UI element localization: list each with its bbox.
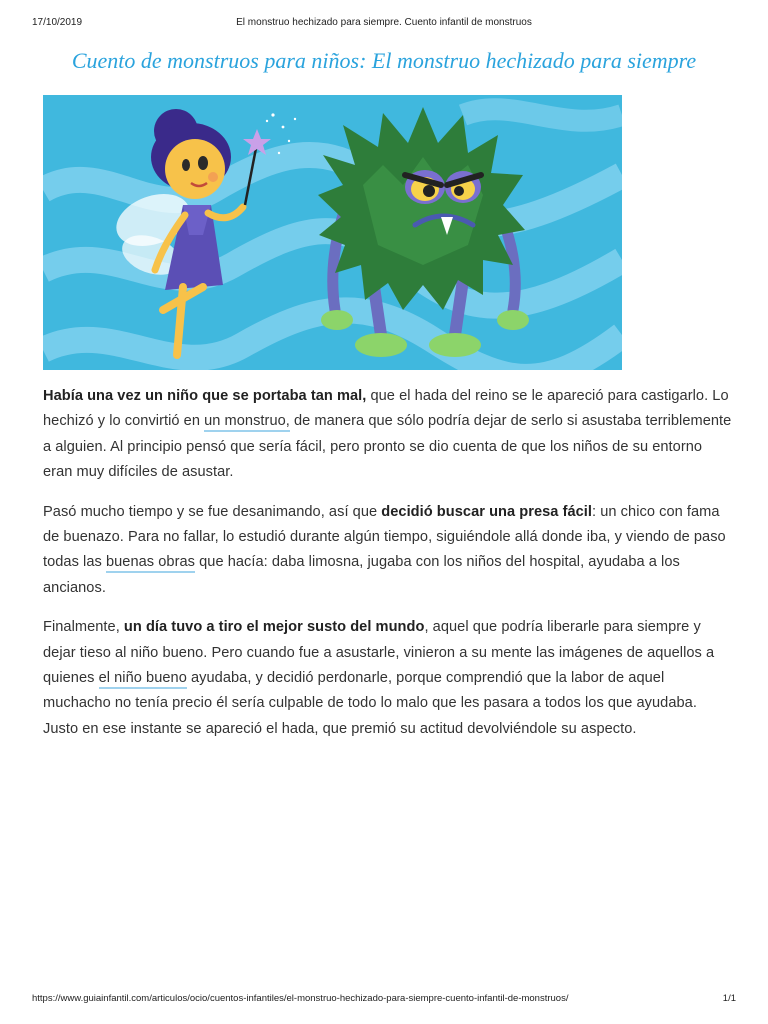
paragraph-1 bbox=[43, 384, 733, 486]
bold-text: Había una vez un niño que se portaba tan mal, bbox=[43, 388, 367, 404]
print-document-title: El monstruo hechizado para siempre. Cuento infantil de monstruos bbox=[236, 17, 532, 28]
text: : un chico con fama de buenazo. Para no fallar, lo estudió durante algún tiempo, siguiéndole allá donde iba, y viendo de paso todas las bbox=[43, 503, 726, 571]
text: ayudaba, y decidió perdonarle, porque comprendió que la labor de aquel muchacho no tenía precio él sería culpable de todo lo malo que les pasara a todos los que ayudaba. Justo en ese instante se apareció el hada, que premió su actitud devolviéndole su aspecto. bbox=[43, 670, 697, 737]
print-date: 17/10/2019 bbox=[32, 17, 83, 28]
source-url: https://www.guiainfantil.com/articulos/ocio/cuentos-infantiles/el-monstruo-hechizado-para-siempre-cuento-infantil-de-monstruos/ bbox=[32, 993, 569, 1004]
text: Pasó mucho tiempo y se fue desanimando, así que bbox=[43, 503, 382, 520]
link-buenas-obras[interactable]: buenas obras bbox=[106, 554, 195, 573]
text: , aquel que podría liberarle para siempre y dejar tieso al niño bueno. Pero cuando fue a asustarle, vinieron a su mente las imágenes de aquellos a quienes bbox=[43, 619, 715, 687]
page-title: Cuento de monstruos para niños: El monstruo hechizado para siempre bbox=[71, 48, 697, 73]
page-number: 1/1 bbox=[722, 993, 736, 1004]
bold-text: decidió buscar una presa fácil bbox=[381, 503, 593, 520]
link-un-monstruo[interactable]: un monstruo, bbox=[204, 413, 290, 432]
paragraph-2 bbox=[43, 500, 733, 602]
text: Finalmente, bbox=[43, 619, 124, 636]
link-el-nino-bueno[interactable]: el niño bueno bbox=[99, 670, 187, 689]
bold-text: un día tuvo a tiro el mejor susto del mundo bbox=[123, 619, 425, 636]
text: que el hada del reino se le apareció para castigarlo. Lo hechizó y lo convirtió en bbox=[43, 388, 729, 430]
text: que hacía: daba limosna, jugaba con los niños del hospital, ayudaba a los ancianos. bbox=[43, 554, 680, 596]
fairy-and-monster-illustration-icon bbox=[43, 95, 622, 370]
text: de manera que sólo podría dejar de serlo si asustaba terriblemente a alguien. Al principio pensó que sería fácil, pero pronto se dio cuenta de que los niños de su entorno eran muy difíciles de asustar. bbox=[43, 413, 732, 481]
print-footer bbox=[32, 993, 736, 1007]
story-text bbox=[43, 384, 733, 756]
story-illustration bbox=[43, 95, 622, 370]
print-header bbox=[32, 17, 736, 31]
paragraph-3 bbox=[43, 615, 733, 742]
